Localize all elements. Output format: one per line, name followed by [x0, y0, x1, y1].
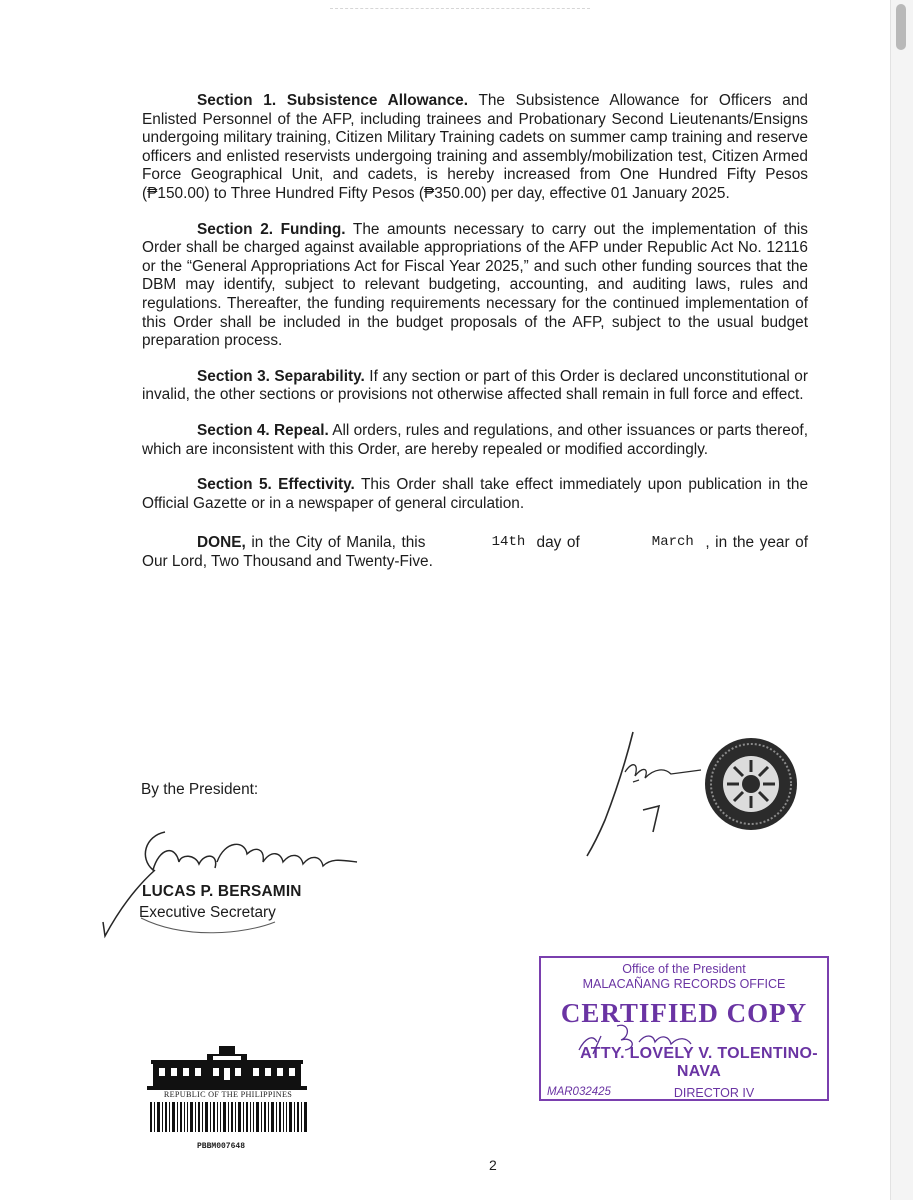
certified-copy-stamp: [539, 956, 829, 1101]
stamp-handwritten-signature: [571, 1020, 721, 1060]
page-number: 2: [489, 1157, 497, 1173]
document-body: [142, 92, 808, 588]
section-text: If any section or part of this Order is declared unconstitutional or invalid, the other sections or provisions not otherwise affected shall remain in full force and effect.: [142, 367, 808, 404]
section-5: [142, 476, 808, 513]
done-month: March: [651, 534, 694, 551]
section-1: [142, 92, 808, 204]
section-heading: Section 1. Subsistence Allowance.: [197, 92, 469, 109]
section-4: [142, 422, 808, 459]
stamp-date-code: MAR032425: [547, 1086, 611, 1098]
stamp-office: Office of the President: [622, 962, 746, 976]
republic-label: REPUBLIC OF THE PHILIPPINES: [163, 1090, 293, 1099]
done-clause: [142, 533, 808, 571]
stamp-records-office: MALACAÑANG RECORDS OFFICE: [582, 977, 786, 991]
scrollbar-thumb[interactable]: [896, 4, 906, 50]
barcode-number: PBBM007648: [197, 1142, 246, 1151]
section-2: [142, 221, 808, 351]
bersamin-signature: [95, 818, 365, 943]
section-text: All orders, rules and regulations, and other issuances or parts thereof, which are inconsistent with this Order, are hereby repealed or modified accordingly.: [142, 421, 808, 458]
section-heading: Section 2. Funding.: [197, 220, 346, 238]
barcode: [150, 1102, 310, 1132]
section-text: The Subsistence Allowance for Officers and Enlisted Personnel of the AFP, including trainees and Probationary Second Lieutenants/Ensigns undergoing military training, Citizen Military Training cadets on summer camp training and reserve officers and enlisted reservists undergoing training and assembly/mobilization test, Citizen Armed Force Geographical Unit, and cadets, is hereby increased from One Hundred Fifty Pesos (₱150.00) to Three Hundred Fifty Pesos (₱350.00) per day, effective 01 January 2025.: [142, 92, 808, 202]
signatory-name: LUCAS P. BERSAMIN: [142, 883, 302, 900]
section-3: [142, 368, 808, 405]
section-text: This Order shall take effect immediately upon publication in the Official Gazette or in a newspaper of general circulation.: [142, 476, 809, 512]
malacanang-palace-icon: [147, 1044, 307, 1090]
done-text-1: in the City of Manila, this: [251, 534, 426, 552]
section-heading: Section 3. Separability.: [197, 367, 365, 385]
section-heading: Section 5. Effectivity.: [197, 476, 355, 494]
presidential-seal: [703, 736, 799, 832]
section-text: The amounts necessary to carry out the implementation of this Order shall be charged against available appropriations of the AFP under Republic Act No. 12116 or the “General Appropriations Act for Fiscal Year 2025,” and such other funding sources that the DBM may identify, subject to relevant budgeting, accounting, and auditing laws, rules and regulations. Thereafter, the funding requirements necessary for the continued implementation of this Order shall be included in the budget proposals of the AFP, subject to the usual budget preparation process.: [142, 220, 808, 350]
done-text-2: day of: [536, 534, 580, 552]
stamp-officer-title: DIRECTOR IV: [673, 1086, 755, 1100]
president-signature: [575, 724, 705, 864]
section-heading: Section 4. Repeal.: [197, 421, 329, 439]
done-lead: DONE,: [197, 534, 246, 552]
stamp-certified-copy: CERTIFIED COPY: [560, 998, 808, 1028]
previous-page-edge: [330, 0, 590, 9]
stamp-officer-name: ATTY. LOVELY V. TOLENTINO-NAVA: [580, 1045, 818, 1080]
by-the-president: By the President:: [141, 781, 259, 798]
vertical-scrollbar[interactable]: [890, 0, 913, 1200]
done-day: 14th: [491, 534, 526, 551]
signatory-title: Executive Secretary: [139, 904, 276, 921]
done-text-3: , in the year of Our Lord, Two Thousand and Twenty-Five.: [142, 534, 808, 570]
